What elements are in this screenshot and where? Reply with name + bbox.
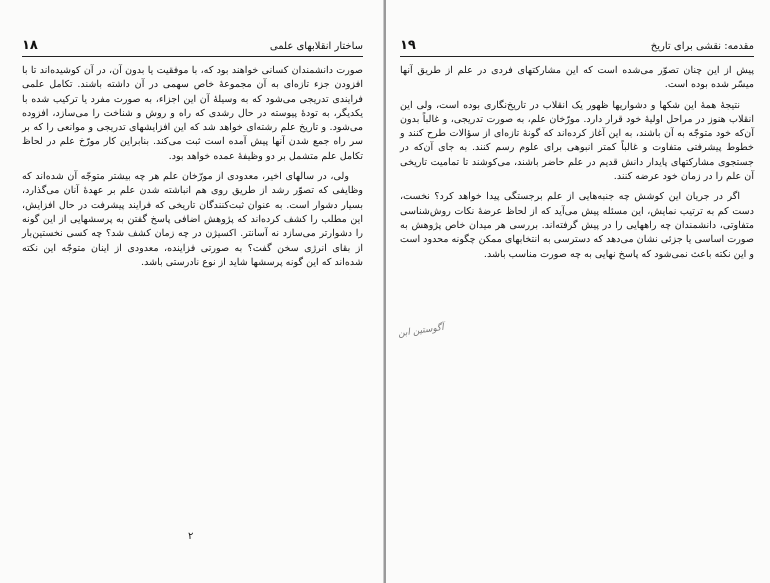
paragraph: پیش از این چنان تصوّر می‌شده است که این مشارکتهای فردی در علم از طریق آنها میسّر شده بوده است. [400, 65, 754, 91]
right-page-number: ۱۹ [400, 38, 416, 53]
paragraph: ولی، در سالهای اخیر، معدودی از مورّخان علم هر چه بیشتر متوجّه آن شده‌اند که وظایفی که تصوّر رشد از طریق روی هم انباشته شدن علم بر عهدهٔ آنان می‌گذارد، بسیار دشوار است. به عنوان ثبت‌کنندگان تاریخی که فرایند پیشرفت در حال افزایش، این مطلب را کشف کرده‌اند که پژوهش اضافی پاسخ گفتن به پرسشهایی از این گونه را دشوارتر می‌سازد نه آسانتر. اکسیژن در چه زمان کشف شد؟ چه کسی نخستین‌بار از بقای انرژی سخن گفت؟ به صورتی فزاینده، معدودی از اینان متوجّه این نکته شده‌اند که این گونه پرسشها شاید از نوع نادرستی باشد. [22, 171, 363, 268]
right-page-header [400, 38, 754, 57]
paragraph: صورت دانشمندان کسانی خواهند بود که، با موفقیت یا بدون آن، در آن کوشیده‌اند تا با افزودن جزء تازه‌ای به آن مجموعهٔ خاص سهمی در آن داشته باشند. تکامل علمی فرایندی تدریجی می‌شود که به وسیلهٔ آن این اجزاء، به صورت مفرد یا ترکیب شده با یکدیگر، به تودهٔ پیوسته در حال رشدی که راه و روش و شناخت را می‌سازد، افزوده می‌شود. و تاریخ علم رشته‌ای خواهد شد که این افزایشهای تدریجی و موانعی را که بر سر راه جمع شدن آنها پیش آمده است ثبت می‌کند. بنابراین کار مورّخ علم در لحاظ تکامل علم متشمل بر دو وظیفهٔ عمده خواهد بود. [22, 65, 363, 162]
paragraph: نتیجهٔ همهٔ این شکها و دشواریها ظهور یک انقلاب در تاریخ‌نگاری بوده است، ولی این انقلاب هنوز در مراحل اولیهٔ خود قرار دارد. مورّخان علم، به صورت تدریجی، و غالباً بدون آن‌که خود متوجّه به آن باشند، به این آغاز کرده‌اند که گونهٔ تازه‌ای از سؤالات طرح کنند و خطوط پیشرفتی متفاوت و غالباً کمتر انبوهی برای علوم رسم کنند. به جای آن‌که در جستجوی مشارکتهای پایدار دانش قدیم در علم حاضر باشند، می‌کوشند تا تمامیت تاریخی آن علم را در زمان خود عرضه کنند. [400, 99, 754, 183]
left-page-header [22, 38, 363, 57]
right-page-body [400, 64, 754, 268]
right-page [386, 0, 770, 583]
left-page-body [22, 64, 363, 276]
right-page-header-title: مقدمه: نقشی برای تاریخ [650, 41, 754, 52]
left-page-header-title: ساختار انقلابهای علمی [269, 41, 363, 52]
handwritten-signature: آگوستین ابن [397, 322, 445, 340]
left-page-number: ۱۸ [22, 38, 38, 53]
footnote-mark: ۲ [188, 531, 194, 542]
paragraph: اگر در جریان این کوشش چه جنبه‌هایی از علم برجستگی پیدا خواهد کرد؟ نخست، دست کم به ترتیب نمایش، این مسئله پیش می‌آید که از لحاظ عرضهٔ نکات روش‌شناسی متفاوتی، دانشمندان چه راههایی را در پیش گرفته‌اند. بررسی هر میدان خاص پژوهش به صورت اساسی یا جزئی نشان می‌دهد که دسترسی به انتخابهای ممکن چگونه محدود است و این نکته باعث نمی‌شود که پاسخ نهایی به چه صورت مناسب باشد. [400, 191, 754, 260]
left-page [0, 0, 384, 583]
